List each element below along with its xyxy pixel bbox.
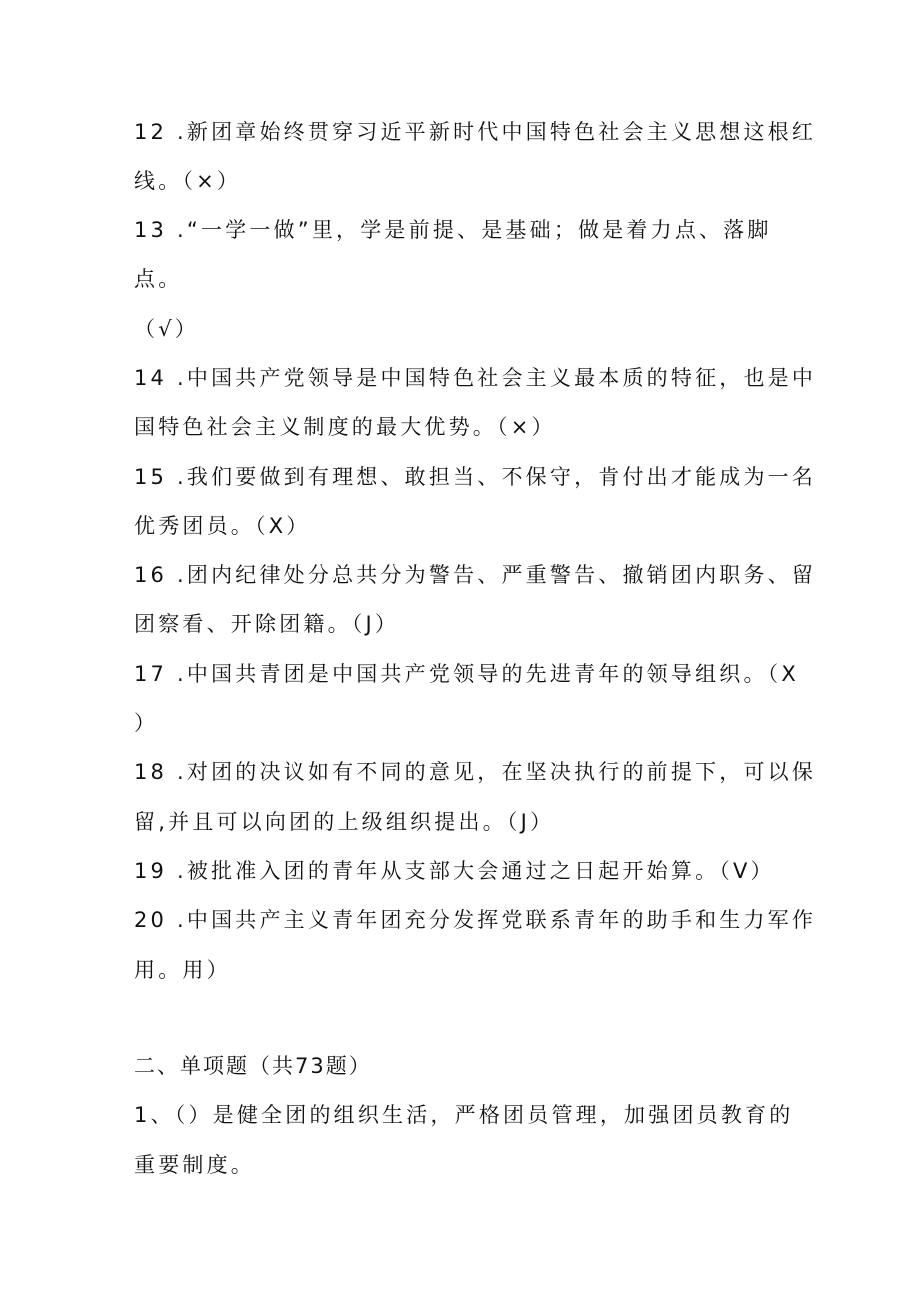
question-12-line-2: 线。（×）: [134, 169, 242, 193]
question-13-line-2: 点。: [134, 267, 183, 291]
question-13-line-1: 13 .“一学一做”里，学是前提、是基础；做是着力点、落脚: [134, 218, 772, 242]
question-18-line-2: 留,并且可以向团的上级组织提出。（J）: [134, 810, 555, 834]
question-13-answer: （√）: [134, 317, 199, 341]
question-16-line-1: 16 .团内纪律处分总共分为警告、严重警告、撤销团内职务、留: [134, 563, 817, 587]
question-14-line-2: 国特色社会主义制度的最大优势。（×）: [134, 415, 556, 439]
question-20-line-1: 20 .中国共产主义青年团充分发挥党联系青年的助手和生力军作: [134, 908, 817, 932]
question-17-line-2: ）: [134, 711, 159, 735]
question-15-line-2: 优秀团员。（X）: [134, 514, 311, 538]
question-17-line-1: 17 .中国共青团是中国共产党领导的先进青年的领导组织。（X: [134, 662, 799, 686]
question-20-line-2: 用。用）: [134, 958, 231, 982]
single-question-1-line-1: 1、（）是健全团的组织生活，严格团员管理，加强团员教育的: [134, 1103, 794, 1127]
single-question-1-line-2: 重要制度。: [134, 1153, 255, 1177]
question-16-line-2: 团察看、开除团籍。（J）: [134, 612, 400, 636]
question-15-line-1: 15 .我们要做到有理想、敢担当、不保守，肯付出才能成为一名: [134, 465, 817, 489]
question-14-line-1: 14 .中国共产党领导是中国特色社会主义最本质的特征，也是中: [134, 366, 817, 390]
section-heading-single-choice: 二、单项题（共73题）: [134, 1054, 372, 1078]
question-18-line-1: 18 .对团的决议如有不同的意见，在坚决执行的前提下，可以保: [134, 760, 817, 784]
question-19-line-1: 19 .被批准入团的青年从支部大会通过之日起开始算。（V）: [134, 859, 775, 883]
question-12-line-1: 12 .新团章始终贯穿习近平新时代中国特色社会主义思想这根红: [134, 120, 817, 144]
